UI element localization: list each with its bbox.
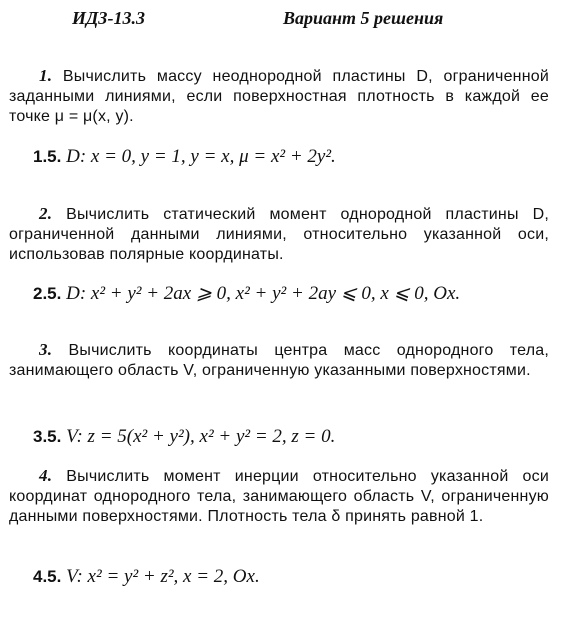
- task-1-formula: [33, 146, 336, 168]
- assignment-code: ИДЗ-13.3: [72, 8, 145, 28]
- task-4-label: 4.5.: [33, 567, 62, 586]
- task-3-number: 3.: [39, 340, 53, 359]
- task-1-number: 1.: [39, 66, 53, 85]
- task-3-statement: [9, 340, 549, 381]
- task-4-number: 4.: [39, 466, 53, 485]
- task-4-formula: [33, 566, 260, 588]
- task-2-number: 2.: [39, 204, 53, 223]
- task-4-statement: [9, 466, 549, 527]
- task-3-formula: [33, 426, 335, 448]
- task-1-label: 1.5.: [33, 147, 62, 166]
- task-3-expression: V: z = 5(x² + y²), x² + y² = 2, z = 0.: [66, 426, 336, 447]
- variant-title: Вариант 5 решения: [283, 8, 444, 28]
- task-2-label: 2.5.: [33, 284, 62, 303]
- task-3-label: 3.5.: [33, 427, 62, 446]
- task-2-formula: [33, 282, 460, 305]
- task-1-text: Вычислить массу неоднородной пластины D, ограниченной заданными линиями, если поверхностная плотность в каждой ее точке μ = μ(x, y).: [9, 68, 549, 125]
- task-2-statement: [9, 204, 549, 265]
- task-4-expression: V: x² = y² + z², x = 2, Ox.: [66, 566, 260, 587]
- task-3-text: Вычислить координаты центра масс однородного тела, занимающего область V, ограниченную указанными поверхностями.: [9, 342, 549, 379]
- task-2-text: Вычислить статический момент однородной пластины D, ограниченной данными линиями, относительно указанной оси, использовав полярные координаты.: [9, 206, 549, 263]
- task-2-expression: D: x² + y² + 2ax ⩾ 0, x² + y² + 2ay ⩽ 0, x ⩽ 0, Ox.: [66, 283, 461, 304]
- task-1-statement: [9, 66, 549, 127]
- task-1-expression: D: x = 0, y = 1, y = x, μ = x² + 2y².: [66, 146, 336, 167]
- task-4-text: Вычислить момент инерции относительно указанной оси координат однородного тела, занимающего область V, ограниченную данными поверхностями. Плотность тела δ принять равной 1.: [9, 468, 549, 525]
